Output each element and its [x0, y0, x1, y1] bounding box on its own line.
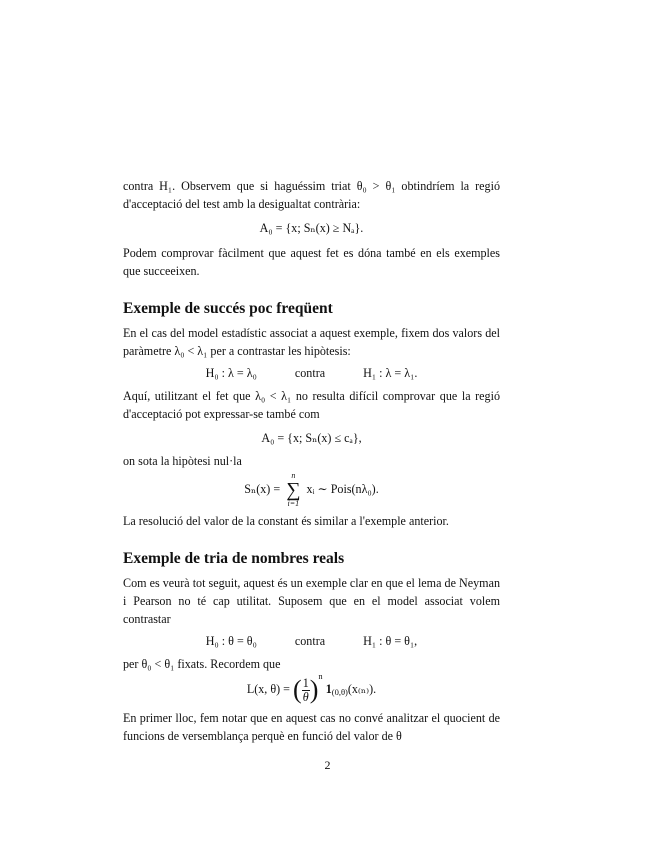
- paragraph-6: La resolució del valor de la constant és similar a l'exemple anterior.: [123, 514, 449, 528]
- contra-label-2: contra: [294, 634, 326, 648]
- equation-acceptance-region-1: A₀ = {x; Sₙ(x) ≥ Nₐ}.: [259, 221, 364, 235]
- h0-theta: H₀ : θ = θ₀: [205, 634, 257, 648]
- sum-lower-limit: i=1: [287, 499, 300, 508]
- paragraph-8: per θ₀ < θ₁ fixats. Recordem que: [123, 657, 281, 671]
- paragraph-4: Aquí, utilitzant el fet que λ₀ < λ₁ no resulta difícil comprovar que la regió d'acceptació pot expressar-se també com: [123, 389, 500, 421]
- h1-theta: H₁ : θ = θ₁,: [363, 634, 418, 648]
- sum-symbol: ∑: [286, 479, 301, 501]
- exponent: n: [318, 670, 323, 681]
- section-heading-real-numbers: Exemple de tria de nombres reals: [123, 550, 345, 567]
- equation-acceptance-region-2: A₀ = {x; Sₙ(x) ≤ cₐ},: [261, 431, 362, 445]
- paragraph-1: contra H₁. Observem que si haguéssim triat θ₀ > θ₁ obtindríem la regió d'acceptació del test amb la desigualtat contrària:: [123, 179, 500, 211]
- paragraph-2: Podem comprovar fàcilment que aquest fet es dóna també en els exemples que succeeixen.: [123, 246, 500, 278]
- right-paren: ): [309, 675, 319, 704]
- paragraph-7: Com es veurà tot seguit, aquest és un exemple clar en que el lema de Neyman i Pearson no té cap utilitat. Suposem que en el model associat volem contrastar: [123, 576, 500, 626]
- sum-upper-limit: n: [291, 471, 296, 480]
- fraction-numerator: 1: [302, 675, 309, 690]
- contra-label: contra: [294, 366, 326, 380]
- fraction: [302, 677, 310, 704]
- text-column: [123, 177, 500, 745]
- indicator-symbol: 1: [325, 681, 332, 696]
- section-heading-rare-event: Exemple de succés poc freqüent: [123, 300, 333, 317]
- page-number: 2: [324, 758, 331, 772]
- left-paren: (: [293, 675, 302, 704]
- sum-rhs: xᵢ ∼ Pois(nλ₀).: [306, 481, 379, 496]
- sum-lhs: Sₙ(x) =: [244, 481, 281, 496]
- likelihood-tail: (x₍ₙ₎).: [347, 681, 377, 696]
- paragraph-9: En primer lloc, fem notar que en aquest cas no convé analitzar el quocient de funcions de versemblança perquè en funció del valor de θ: [123, 711, 500, 743]
- fraction-denominator: θ: [302, 689, 309, 704]
- equation-likelihood: [123, 670, 500, 705]
- likelihood-lhs: L(x, θ) =: [246, 681, 290, 696]
- equation-hypotheses-lambda: [123, 366, 500, 381]
- equation-hypotheses-theta: [123, 634, 500, 649]
- paragraph-5: on sota la hipòtesi nul·la: [123, 454, 242, 468]
- h0-lambda: H₀ : λ = λ₀: [205, 366, 257, 380]
- paragraph-3: En el cas del model estadístic associat a aquest exemple, fixem dos valors del paràmetre λ₀ < λ₁ per a contrastar les hipòtesis:: [123, 326, 500, 358]
- equation-sum-poisson: [123, 472, 500, 508]
- summation: [286, 472, 300, 508]
- indicator-subscript: (0,θ): [331, 686, 348, 697]
- h1-lambda: H₁ : λ = λ₁.: [363, 366, 418, 380]
